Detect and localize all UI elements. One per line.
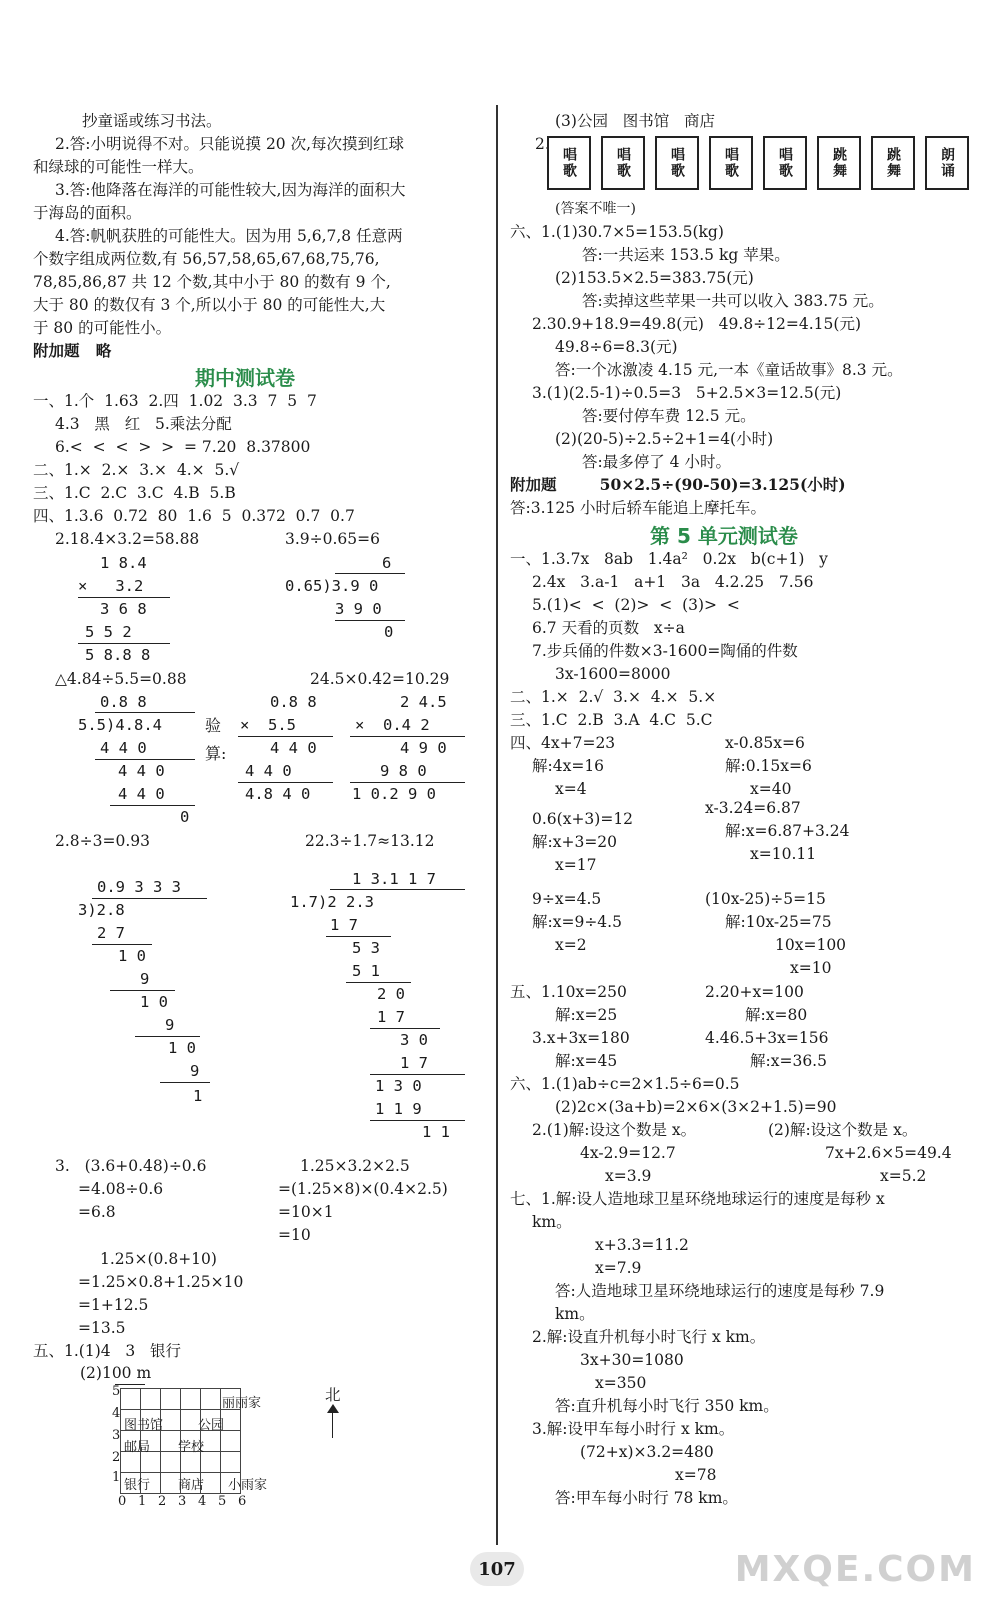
calc-line: 1 xyxy=(193,1087,203,1105)
calc-line: 0.9 3 3 3 xyxy=(97,878,181,896)
calc-line: 1 1 xyxy=(422,1123,450,1141)
calc-line: 2 7 xyxy=(97,924,125,942)
watermark-logo: MXQE.COM xyxy=(734,1549,976,1590)
text-line: 2.18.4×3.2=58.88 xyxy=(55,530,200,548)
activity-card: 唱歌 xyxy=(655,136,699,190)
equation-line: 五、1.10x=250 xyxy=(510,983,627,1001)
map-place: 银行 xyxy=(124,1478,151,1493)
equation-line: 四、4x+7=23 xyxy=(510,734,616,752)
calc-line: 5 5 2 xyxy=(85,623,132,641)
column-divider xyxy=(496,105,498,1545)
text-line: 2. xyxy=(535,135,550,153)
text-line: =10×1 xyxy=(278,1203,334,1221)
equation-line: x-3.24=6.87 xyxy=(705,799,801,817)
calc-line: 4 4 0 xyxy=(245,762,292,780)
text-line: =1.25×0.8+1.25×10 xyxy=(78,1273,244,1291)
map-col-label: 2 xyxy=(158,1494,167,1509)
text-line: 2.答:小明说得不对。只能说摸 20 次,每次摸到红球 xyxy=(55,135,405,153)
text-line: (2)(20-5)÷2.5÷2+1=4(小时) xyxy=(555,430,774,448)
calc-line: 4 9 0 xyxy=(400,739,447,757)
calc-line: 1 1 9 xyxy=(375,1100,422,1118)
calc-line: 5 3 xyxy=(352,939,380,957)
equation-line: 4.46.5+3x=156 xyxy=(705,1029,829,1047)
calc-line: 1 0 xyxy=(140,993,168,1011)
section-title-midterm: 期中测试卷 xyxy=(195,366,295,390)
text-line: 3x-1600=8000 xyxy=(555,665,671,683)
text-line: 个数字组成两位数,有 56,57,58,65,67,68,75,76, xyxy=(33,250,380,268)
text-line: 3. (3.6+0.48)÷0.6 xyxy=(55,1157,207,1175)
calc-line: 1 0 xyxy=(168,1039,196,1057)
text-line: (2)解:设这个数是 x。 xyxy=(768,1121,918,1139)
text-line: 二、1.× 2.× 3.× 4.× 5.√ xyxy=(33,461,240,479)
activity-card: 唱歌 xyxy=(601,136,645,190)
text-line: 五、1.(1)4 3 银行 xyxy=(33,1342,182,1360)
calc-line: 4 4 0 xyxy=(118,762,165,780)
calc-line: 0.8 8 xyxy=(100,693,147,711)
equation-line: 解:x=25 xyxy=(555,1006,618,1024)
equation-line: 解:x=9÷4.5 xyxy=(532,913,622,931)
calc-line: 1 3.1 1 7 xyxy=(352,870,436,888)
equation-line: 解:x+3=20 xyxy=(532,833,618,851)
equation-line: 3.x+3x=180 xyxy=(532,1029,630,1047)
calc-line: 4.8 4 0 xyxy=(245,785,311,803)
equation-line: 10x=100 xyxy=(775,936,847,954)
map-col-label: 3 xyxy=(178,1494,187,1509)
map-grid-cell xyxy=(120,1388,141,1410)
text-line: 四、1.3.6 0.72 80 1.6 5 0.372 0.7 0.7 xyxy=(33,507,355,525)
text-line: 答:人造地球卫星环绕地球运行的速度是每秒 7.9 xyxy=(555,1282,885,1300)
equation-line: 解:x=80 xyxy=(745,1006,808,1024)
calc-line: 1 0.2 9 0 xyxy=(352,785,436,803)
calc-line: 1 7 xyxy=(400,1054,428,1072)
text-line: 答:要付停车费 12.5 元。 xyxy=(582,407,756,425)
arrow-head-icon xyxy=(327,1404,339,1413)
map-place: 公园 xyxy=(198,1418,225,1433)
map-place: 丽丽家 xyxy=(222,1396,262,1411)
text-line: 于海岛的面积。 xyxy=(33,204,142,222)
text-line: 3.答:他降落在海洋的可能性较大,因为海洋的面积大 xyxy=(55,181,406,199)
map-row-label: 3 xyxy=(112,1428,121,1443)
calc-line: 3)2.8 xyxy=(78,901,125,919)
calc-line: 2 4.5 xyxy=(400,693,447,711)
text-line: 49.8÷6=8.3(元) xyxy=(555,338,678,356)
activity-card: 朗诵 xyxy=(925,136,969,190)
map-place: 商店 xyxy=(178,1478,205,1493)
text-line: 答:一个冰激凌 4.15 元,一本《童话故事》8.3 元。 xyxy=(555,361,903,379)
equation-line: 解:x=36.5 xyxy=(750,1052,827,1070)
map-place: 邮局 xyxy=(124,1440,151,1455)
map-grid-cell xyxy=(220,1451,241,1473)
calc-line: 1 7 xyxy=(330,916,358,934)
calc-rule xyxy=(335,573,405,574)
equation-line: x=17 xyxy=(555,856,597,874)
map-place: 小雨家 xyxy=(228,1478,268,1493)
equation-line: 0.6(x+3)=12 xyxy=(532,810,634,828)
equation-line: x=2 xyxy=(555,936,587,954)
verify-label: 验算: xyxy=(205,716,227,763)
calc-line: 0.8 8 xyxy=(270,693,317,711)
calc-line: 4 4 0 xyxy=(118,785,165,803)
text-line: 4.3 黑 红 5.乘法分配 xyxy=(55,415,232,433)
map-col-label: 6 xyxy=(238,1494,247,1509)
text-line: 3.(1)(2.5-1)÷0.5=3 5+2.5×3=12.5(元) xyxy=(532,384,842,402)
text-line: x=350 xyxy=(595,1374,647,1392)
equation-line: 解:x=45 xyxy=(555,1052,618,1070)
text-line: 七、1.解:设人造地球卫星环绕地球运行的速度是每秒 x xyxy=(510,1190,885,1208)
equation-line: x-0.85x=6 xyxy=(725,734,805,752)
text-line: 答:一共运来 153.5 kg 苹果。 xyxy=(582,246,790,264)
text-line: 4x-2.9=12.7 xyxy=(580,1144,676,1162)
text-line: =(1.25×8)×(0.4×2.5) xyxy=(278,1180,448,1198)
equation-line: x=4 xyxy=(555,780,587,798)
activity-card: 唱歌 xyxy=(709,136,753,190)
text-line: 7x+2.6×5=49.4 xyxy=(825,1144,952,1162)
text-line: 抄童谣或练习书法。 xyxy=(82,112,222,130)
equation-line: 解:x=6.87+3.24 xyxy=(725,822,850,840)
calc-line: 1 3 0 xyxy=(375,1077,422,1095)
text-line: 六、1.(1)ab÷c=2×1.5÷6=0.5 xyxy=(510,1075,740,1093)
activity-card: 跳舞 xyxy=(817,136,861,190)
text-line: 2.8÷3=0.93 xyxy=(55,832,150,850)
text-line: 6.< < < > > = 7.20 8.37800 xyxy=(55,438,311,456)
calc-line: × 3.2 xyxy=(78,577,144,595)
text-line: =10 xyxy=(278,1226,311,1244)
text-line: x=3.9 xyxy=(605,1167,652,1185)
calc-line: 5 1 xyxy=(352,962,380,980)
text-line: 3.解:设甲车每小时行 x km。 xyxy=(532,1420,735,1438)
map-row-label: 1 xyxy=(112,1470,121,1485)
text-line: 答:最多停了 4 小时。 xyxy=(582,453,731,471)
text-line: =4.08÷0.6 xyxy=(78,1180,164,1198)
text-line: 一、1.个 1.63 2.四 1.02 3.3 7 5 7 xyxy=(33,392,317,410)
map-col-label: 5 xyxy=(218,1494,227,1509)
text-line: 3x+30=1080 xyxy=(580,1351,684,1369)
section-title-unit5: 第 5 单元测试卷 xyxy=(650,524,798,548)
map-row-label: 2 xyxy=(112,1450,121,1465)
calc-line: 6 xyxy=(382,554,392,572)
calc-line: 5.5)4.8.4 xyxy=(78,716,162,734)
calc-line: 9 xyxy=(190,1062,200,1080)
calc-line: 0.65)3.9 0 xyxy=(285,577,379,595)
text-line: (72+x)×3.2=480 xyxy=(580,1443,714,1461)
map-grid-cell xyxy=(220,1430,241,1452)
text-line: km。 xyxy=(555,1305,595,1323)
text-line: =1+12.5 xyxy=(78,1296,149,1314)
calc-line: 1 0 xyxy=(118,947,146,965)
equation-line: 2.20+x=100 xyxy=(705,983,804,1001)
text-line: =6.8 xyxy=(78,1203,116,1221)
calc-line: 9 xyxy=(140,970,150,988)
scale-label: (2)100 m xyxy=(80,1364,152,1382)
map-row-label: 4 xyxy=(112,1406,121,1421)
calc-rule xyxy=(95,712,195,713)
activity-card: 跳舞 xyxy=(871,136,915,190)
equation-line: x=10.11 xyxy=(750,845,817,863)
text-line: 5.(1)< < (2)> < (3)> < xyxy=(532,596,740,614)
text-line: 1.25×(0.8+10) xyxy=(100,1250,217,1268)
text-line: 于 80 的可能性小。 xyxy=(33,319,172,337)
text-line: 答:卖掉这些苹果一共可以收入 383.75 元。 xyxy=(582,292,884,310)
text-line: 2.4x 3.a-1 a+1 3a 4.2.25 7.56 xyxy=(532,573,814,591)
calc-line: 1 8.4 xyxy=(100,554,147,572)
text-line: 2.解:设直升机每小时飞行 x km。 xyxy=(532,1328,766,1346)
text-line: 六、1.(1)30.7×5=153.5(kg) xyxy=(510,223,724,241)
calc-line: 3 0 xyxy=(400,1031,428,1049)
equation-line: 解:0.15x=6 xyxy=(725,757,812,775)
calc-line: × 0.4 2 xyxy=(355,716,430,734)
calc-rule xyxy=(160,1082,210,1083)
calc-line: 0 xyxy=(384,623,394,641)
text-line: 答:直升机每小时飞行 350 km。 xyxy=(555,1397,779,1415)
activity-card: 唱歌 xyxy=(547,136,591,190)
text-line: 2.30.9+18.9=49.8(元) 49.8÷12=4.15(元) xyxy=(532,315,861,333)
calc-rule xyxy=(330,889,465,890)
text-line: (2)2c×(3a+b)=2×6×(3×2+1.5)=90 xyxy=(555,1098,837,1116)
equation-line: (10x-25)÷5=15 xyxy=(705,890,826,908)
calc-line: 4 4 0 xyxy=(270,739,317,757)
text-line: △4.84÷5.5=0.88 xyxy=(55,670,187,688)
calc-line: 1.7)2 2.3 xyxy=(290,893,374,911)
text-line: x=5.2 xyxy=(880,1167,927,1185)
calc-line: 5 8.8 8 xyxy=(85,646,151,664)
text-line: 三、1.C 2.B 3.A 4.C 5.C xyxy=(510,711,713,729)
north-label: 北 xyxy=(325,1386,341,1404)
map-grid-cell xyxy=(200,1388,221,1410)
equation-line: x=40 xyxy=(750,780,792,798)
calc-line: × 5.5 xyxy=(240,716,296,734)
calc-line: 1 7 xyxy=(377,1008,405,1026)
map-col-label: 0 xyxy=(118,1494,127,1509)
calc-line: 0 xyxy=(180,808,190,826)
map-place: 图书馆 xyxy=(124,1418,164,1433)
text-line: 和绿球的可能性一样大。 xyxy=(33,158,204,176)
text-line: (2)153.5×2.5=383.75(元) xyxy=(555,269,754,287)
text-line: 4.答:帆帆获胜的可能性大。因为用 5,6,7,8 任意两 xyxy=(55,227,403,245)
map-grid-cell xyxy=(180,1388,201,1410)
bonus-line: 附加题 50×2.5÷(90-50)=3.125(小时) xyxy=(510,475,846,494)
text-line: 24.5×0.42=10.29 xyxy=(310,670,450,688)
calc-line: 9 8 0 xyxy=(380,762,427,780)
equation-line: 解:4x=16 xyxy=(532,757,605,775)
text-line: 答:甲车每小时行 78 km。 xyxy=(555,1489,738,1507)
calc-line: 4 4 0 xyxy=(100,739,147,757)
equation-line: 9÷x=4.5 xyxy=(532,890,602,908)
map-grid-cell xyxy=(140,1388,161,1410)
equation-line: x=10 xyxy=(790,959,832,977)
text-line: 22.3÷1.7≈13.12 xyxy=(305,832,435,850)
note: (答案不唯一) xyxy=(555,201,636,217)
calc-line: 3 9 0 xyxy=(335,600,382,618)
map-grid-cell xyxy=(160,1388,181,1410)
map-place: 学校 xyxy=(178,1440,205,1455)
calc-line: 3 6 8 xyxy=(100,600,147,618)
text-line: 一、1.3.7x 8ab 1.4a² 0.2x b(c+1) y xyxy=(510,550,828,568)
text-line: 6.7 天看的页数 x÷a xyxy=(532,619,685,637)
text-line: x=7.9 xyxy=(595,1259,642,1277)
map-col-label: 4 xyxy=(198,1494,207,1509)
calc-rule xyxy=(335,620,405,621)
page-number: 107 xyxy=(470,1552,524,1586)
activity-card: 唱歌 xyxy=(763,136,807,190)
text-line: 答:3.125 小时后轿车能追上摩托车。 xyxy=(510,499,767,517)
map-grid-cell xyxy=(160,1409,181,1431)
text-line: (3)公园 图书馆 商店 xyxy=(555,112,716,130)
text-line: x+3.3=11.2 xyxy=(595,1236,689,1254)
text-line: 二、1.× 2.√ 3.× 4.× 5.× xyxy=(510,688,717,706)
text-line: =13.5 xyxy=(78,1319,126,1337)
text-line: 7.步兵俑的件数×3-1600=陶俑的件数 xyxy=(532,642,798,660)
calc-line: 9 xyxy=(165,1016,175,1034)
equation-line: 解:10x-25=75 xyxy=(725,913,832,931)
text-line: 2.(1)解:设这个数是 x。 xyxy=(532,1121,697,1139)
map-col-label: 1 xyxy=(138,1494,147,1509)
text-line: km。 xyxy=(532,1213,572,1231)
map-row-label: 5 xyxy=(112,1384,121,1399)
text-line: 三、1.C 2.C 3.C 4.B 5.B xyxy=(33,484,236,502)
text-line: 3.9÷0.65=6 xyxy=(285,530,380,548)
calc-line: 2 0 xyxy=(377,985,405,1003)
text-line: 78,85,86,87 共 12 个数,其中小于 80 的数有 9 个, xyxy=(33,273,391,291)
calc-rule xyxy=(370,1120,465,1121)
text-line: x=78 xyxy=(675,1466,717,1484)
text-line: 大于 80 的数仅有 3 个,所以小于 80 的可能性大,大 xyxy=(33,296,386,314)
text-line: 1.25×3.2×2.5 xyxy=(300,1157,410,1175)
bonus-label: 附加题 略 xyxy=(33,341,112,360)
